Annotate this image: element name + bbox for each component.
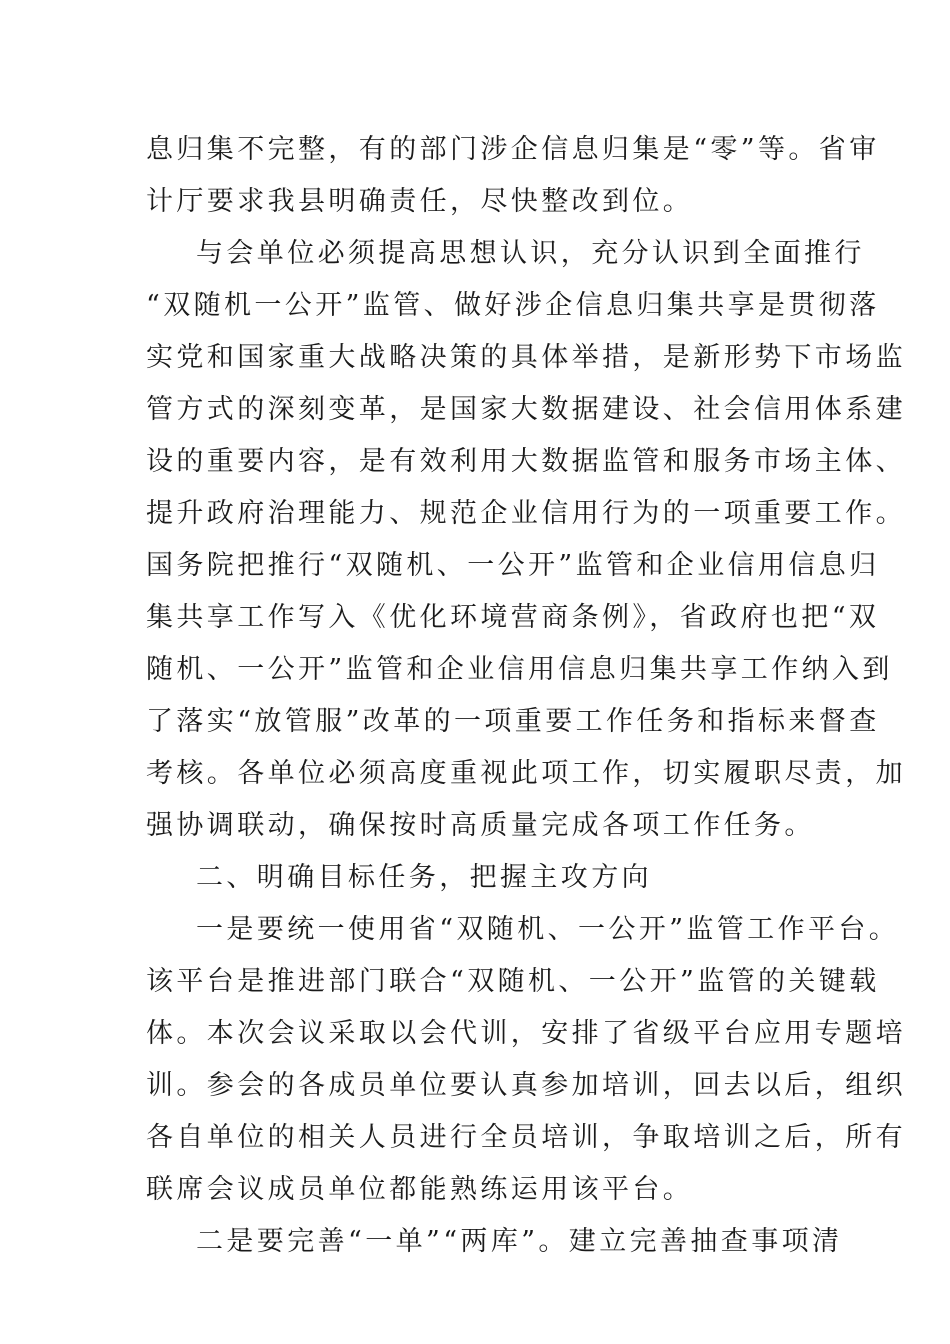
section-heading: 二、明确目标任务，把握主攻方向 [196,862,652,893]
body-text-line: 集共享工作写入《优化环境营商条例》，省政府也把“双 [146,602,880,633]
body-text-line: 体。本次会议采取以会代训，安排了省级平台应用专题培 [146,1018,906,1049]
body-text-line: 各自单位的相关人员进行全员培训，争取培训之后，所有 [146,1122,906,1153]
body-text-line: 随机、一公开”监管和企业信用信息归集共享工作纳入到 [146,654,893,685]
body-text-line: “双随机一公开”监管、做好涉企信息归集共享是贯彻落 [146,290,880,321]
body-text-line: 训。参会的各成员单位要认真参加培训，回去以后，组织 [146,1070,906,1101]
body-text-line: 了落实“放管服”改革的一项重要工作任务和指标来督查 [146,706,880,737]
body-text-line: 计厅要求我县明确责任，尽快整改到位。 [146,186,694,217]
body-text-line: 考核。各单位必须高度重视此项工作，切实履职尽责，加 [146,758,906,789]
body-text-line: 管方式的深刻变革，是国家大数据建设、社会信用体系建 [146,394,906,425]
body-text-line: 强协调联动，确保按时高质量完成各项工作任务。 [146,810,815,841]
body-text-line: 提升政府治理能力、规范企业信用行为的一项重要工作。 [146,498,906,529]
body-text-line: 国务院把推行“双随机、一公开”监管和企业信用信息归 [146,550,880,581]
body-text-line: 实党和国家重大战略决策的具体举措，是新形势下市场监 [146,342,906,373]
body-text-line: 该平台是推进部门联合“双随机、一公开”监管的关键载 [146,966,880,997]
paragraph-first-line: 二是要完善“一单”“两库”。建立完善抽查事项清 [196,1226,843,1257]
body-text-line: 联席会议成员单位都能熟练运用该平台。 [146,1174,694,1205]
paragraph-first-line: 一是要统一使用省“双随机、一公开”监管工作平台。 [196,914,900,945]
body-text-line: 息归集不完整，有的部门涉企信息归集是“零”等。省审 [146,134,880,165]
body-text-line: 设的重要内容，是有效利用大数据监管和服务市场主体、 [146,446,906,477]
paragraph-first-line: 与会单位必须提高思想认识，充分认识到全面推行 [196,238,865,269]
